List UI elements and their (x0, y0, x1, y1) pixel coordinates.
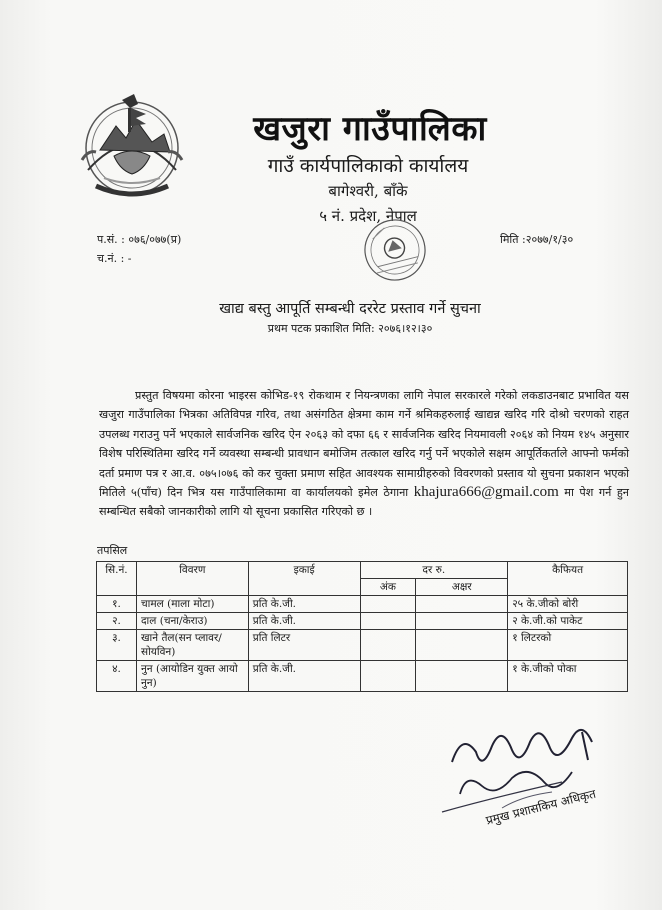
cell-unit: प्रति के.जी. (248, 596, 360, 613)
officer-signature-icon (432, 712, 612, 852)
cell-sn: ४. (97, 661, 137, 692)
header-figure: अंक (360, 579, 416, 596)
cell-words (416, 613, 508, 630)
cell-figure (360, 596, 416, 613)
cell-sn: ३. (97, 630, 137, 661)
cell-description: खाने तैल(सन प्लावर/सोयविन) (136, 630, 248, 661)
cell-figure (360, 613, 416, 630)
document-date: मिति :२०७७/१/३० (500, 233, 574, 246)
header-sn: सि.नं. (97, 562, 137, 596)
header-remarks: कैफियत (508, 562, 628, 596)
cell-unit: प्रति लिटर (248, 630, 360, 661)
cell-words (416, 630, 508, 661)
office-name: खजुरा गाउँपालिका (253, 109, 487, 149)
cell-remarks: २५ के.जीको बोरी (508, 596, 628, 613)
office-address-line2: ५ नं. प्रदेश, नेपाल (319, 207, 417, 225)
header-unit: इकाई (248, 562, 360, 596)
cell-remarks: २ के.जी.को पाकेट (508, 613, 628, 630)
notice-body-text: प्रस्तुत विषयमा कोरना भाइरस कोभिड-१९ रोकथाम र नियन्त्रणका लागि नेपाल सरकारले गरेको लकडाउनबाट प्रभावित यस खजुरा गाउँपालिका भित्रका अतिविपन्न गरिव, तथा असंगठित क्षेत्रमा काम गर्ने श्रमिकहरुलाई खाद्यन्न खरिद गरि दोश्रो चरणको राहत उपलब्ध गराउनु पर्ने भएकाले सार्वजनिक खरिद ऐन २०६३ को दफा ६६ र सार्वजनिक खरिद नियमावली २०६४ को नियम १४५ अनुसार विशेष परिस्थितिमा खरिद गर्ने व्यवस्था सम्बन्धी प्रावधान बमोजिम तत्काल खरिद गर्नु पर्ने भएकोले सक्षम आपूर्तिकर्ताले आफ्नो फर्मको दर्ता प्रमाण पत्र र आ.व. ०७५।०७६ को कर चुक्ता प्रमाण सहित आवश्यक सामाग्रीहरुको विवरणको प्रस्ताव यो सुचना प्रकाशन भएको मितिले ५(पाँच) दिन भित्र यस गाउँपालिकामा वा कार्यालयको इमेल ठेगाना (99, 389, 629, 500)
notice-body-closing: मा पेश गर्न हुन सम्बन्धित सबैको जानकारीको लागि यो सूचना प्रकासित गरिएको छ । (99, 486, 629, 519)
cell-description: चामल (माला मोटा) (136, 596, 248, 613)
notice-body (99, 386, 629, 522)
cell-remarks: १ के.जीको पोका (508, 661, 628, 692)
cell-unit: प्रति के.जी. (248, 613, 360, 630)
nepal-emblem-icon (74, 90, 190, 202)
cell-figure (360, 661, 416, 692)
cell-sn: १. (97, 596, 137, 613)
header-words: अक्षर (416, 579, 508, 596)
cell-sn: २. (97, 613, 137, 630)
reference-number: प.सं. : ०७६/०७७(प्र) (97, 233, 182, 246)
notice-title: खाद्य बस्तु आपूर्ति सम्बन्धी दररेट प्रस्ताव गर्ने सुचना (219, 301, 481, 317)
notice-published-date: प्रथम पटक प्रकाशित मिति: २०७६।१२।३० (267, 322, 433, 335)
table-row (97, 630, 628, 661)
table-row (97, 613, 628, 630)
table-row (97, 661, 628, 692)
header-description: विवरण (136, 562, 248, 596)
table-header-row (97, 562, 628, 579)
header-rate: दर रु. (360, 562, 508, 579)
cell-description: दाल (चना/केराउ) (136, 613, 248, 630)
office-subtitle: गाउँ कार्यपालिकाको कार्यालय (267, 155, 469, 177)
cell-figure (360, 630, 416, 661)
dispatch-number: च.नं. : - (97, 252, 132, 265)
cell-words (416, 661, 508, 692)
cell-unit: प्रति के.जी. (248, 661, 360, 692)
office-stamp-icon (350, 210, 440, 290)
details-heading: तपसिल (97, 544, 128, 557)
items-table (96, 561, 628, 692)
cell-words (416, 596, 508, 613)
officer-role: प्रमुख प्रशासकिय अधिकृत (484, 786, 598, 828)
cell-remarks: १ लिटरको (508, 630, 628, 661)
table-row (97, 596, 628, 613)
contact-email[interactable]: khajura666@gmail.com (413, 484, 559, 501)
office-address-line1: बागेश्वरी, बाँके (328, 182, 408, 200)
cell-description: नुन (आयोडिन युक्त आयो नुन) (136, 661, 248, 692)
